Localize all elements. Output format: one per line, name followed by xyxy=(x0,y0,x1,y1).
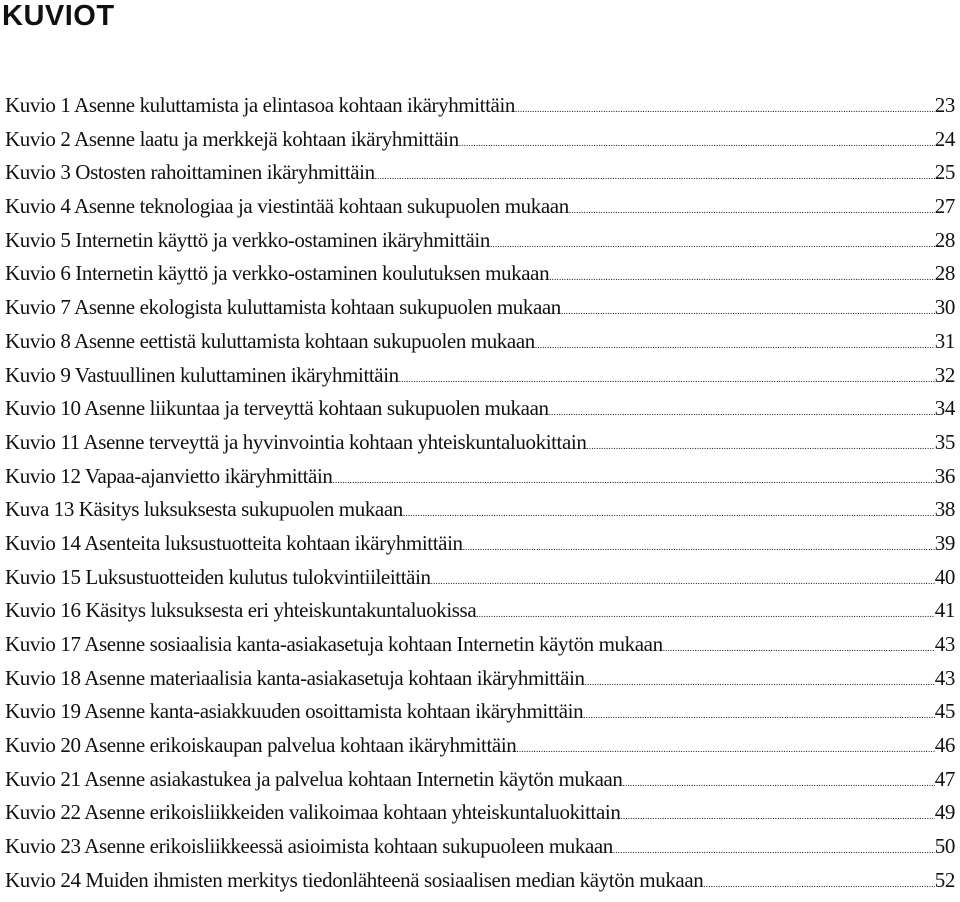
entry-title: Kuvio 8 Asenne eettistä kuluttamista kohtaan sukupuolen mukaan xyxy=(5,328,535,353)
figure-list-entry[interactable] xyxy=(5,325,955,359)
page-heading: KUVIOT xyxy=(2,0,115,32)
entry-page-number: 28 xyxy=(934,227,955,252)
figure-list-entry[interactable] xyxy=(5,695,955,729)
figure-list-entry[interactable] xyxy=(5,830,955,864)
dot-leader xyxy=(535,329,935,363)
dot-leader xyxy=(703,868,934,902)
dot-leader xyxy=(399,363,935,397)
figure-list-entry[interactable] xyxy=(5,796,955,830)
dot-leader xyxy=(585,666,935,700)
dot-leader xyxy=(549,396,935,430)
entry-page-number: 47 xyxy=(934,766,955,791)
entry-title: Kuvio 15 Luksustuotteiden kulutus tulokvintiileittäin xyxy=(5,564,431,589)
entry-page-number: 28 xyxy=(934,261,955,286)
figure-list-entry[interactable] xyxy=(5,561,955,595)
figure-list-entry[interactable] xyxy=(5,594,955,628)
entry-page-number: 39 xyxy=(934,530,955,555)
figure-list-entry[interactable] xyxy=(5,257,955,291)
entry-page-number: 49 xyxy=(934,800,955,825)
entry-title: Kuvio 23 Asenne erikoisliikkeessä asioimista kohtaan sukupuoleen mukaan xyxy=(5,834,613,859)
entry-page-number: 32 xyxy=(934,362,955,387)
figure-list-entry[interactable] xyxy=(5,291,955,325)
entry-title: Kuvio 5 Internetin käyttö ja verkko-ostaminen ikäryhmittäin xyxy=(5,227,490,252)
figure-list-entry[interactable] xyxy=(5,392,955,426)
figure-list-entry[interactable] xyxy=(5,156,955,190)
figure-list-entry[interactable] xyxy=(5,89,955,123)
entry-title: Kuvio 3 Ostosten rahoittaminen ikäryhmittäin xyxy=(5,160,375,185)
entry-title: Kuvio 20 Asenne erikoiskaupan palvelua kohtaan ikäryhmittäin xyxy=(5,733,517,758)
entry-title: Kuvio 21 Asenne asiakastukea ja palvelua kohtaan Internetin käytön mukaan xyxy=(5,766,623,791)
entry-page-number: 45 xyxy=(934,699,955,724)
entry-page-number: 23 xyxy=(934,93,955,117)
dot-leader xyxy=(516,733,934,767)
dot-leader xyxy=(561,295,935,329)
entry-page-number: 36 xyxy=(934,463,955,488)
entry-title: Kuvio 7 Asenne ekologista kuluttamista kohtaan sukupuolen mukaan xyxy=(5,295,561,320)
entry-title: Kuvio 10 Asenne liikuntaa ja terveyttä kohtaan sukupuolen mukaan xyxy=(5,396,549,421)
dot-leader xyxy=(476,598,935,632)
dot-leader xyxy=(431,565,935,599)
entry-page-number: 41 xyxy=(934,598,955,623)
entry-page-number: 27 xyxy=(934,194,955,219)
entry-title: Kuvio 11 Asenne terveyttä ja hyvinvointia kohtaan yhteiskuntaluokittain xyxy=(5,429,587,454)
figure-list-entry[interactable] xyxy=(5,224,955,258)
entry-page-number: 35 xyxy=(934,429,955,454)
figure-list-entry[interactable] xyxy=(5,763,955,797)
dot-leader xyxy=(463,531,935,565)
dot-leader xyxy=(569,194,935,228)
entry-title: Kuvio 16 Käsitys luksuksesta eri yhteiskuntakuntaluokissa xyxy=(5,598,477,623)
entry-title: Kuvio 1 Asenne kuluttamista ja elintasoa kohtaan ikäryhmittäin xyxy=(5,93,516,117)
dot-leader xyxy=(586,430,934,464)
entry-title: Kuvio 14 Asenteita luksustuotteita kohtaan ikäryhmittäin xyxy=(5,530,463,555)
entry-title: Kuvio 12 Vapaa-ajanvietto ikäryhmittäin xyxy=(5,463,333,488)
entry-title: Kuvio 18 Asenne materiaalisia kanta-asiakasetuja kohtaan ikäryhmittäin xyxy=(5,665,585,690)
entry-page-number: 31 xyxy=(934,328,955,353)
dot-leader xyxy=(490,228,935,262)
entry-title: Kuvio 6 Internetin käyttö ja verkko-ostaminen koulutuksen mukaan xyxy=(5,261,550,286)
dot-leader xyxy=(549,261,935,295)
figure-list-entry[interactable] xyxy=(5,527,955,561)
entry-page-number: 52 xyxy=(934,867,955,892)
entry-page-number: 43 xyxy=(934,665,955,690)
entry-page-number: 43 xyxy=(934,632,955,656)
entry-page-number: 38 xyxy=(934,497,955,522)
entry-page-number: 40 xyxy=(934,564,955,589)
dot-leader xyxy=(403,497,935,531)
entry-page-number: 50 xyxy=(934,834,955,859)
entry-title: Kuvio 2 Asenne laatu ja merkkejä kohtaan ikäryhmittäin xyxy=(5,126,459,151)
dot-leader xyxy=(459,127,935,161)
entry-page-number: 46 xyxy=(934,733,955,758)
entry-title: Kuvio 9 Vastuullinen kuluttaminen ikäryhmittäin xyxy=(5,362,399,387)
figure-list-entry[interactable] xyxy=(5,460,955,494)
dot-leader xyxy=(333,464,935,498)
dot-leader xyxy=(613,834,935,868)
dot-leader xyxy=(623,767,935,801)
dot-leader xyxy=(515,93,935,127)
figure-list xyxy=(5,89,955,898)
entry-title: Kuva 13 Käsitys luksuksesta sukupuolen mukaan xyxy=(5,497,403,522)
figure-list-entry[interactable] xyxy=(5,864,955,898)
dot-leader xyxy=(620,800,934,834)
figure-list-entry[interactable] xyxy=(5,493,955,527)
entry-title: Kuvio 19 Asenne kanta-asiakkuuden osoittamista kohtaan ikäryhmittäin xyxy=(5,699,584,724)
entry-title: Kuvio 4 Asenne teknologiaa ja viestintää kohtaan sukupuolen mukaan xyxy=(5,194,569,219)
entry-page-number: 34 xyxy=(934,396,955,421)
figure-list-entry[interactable] xyxy=(5,662,955,696)
entry-title: Kuvio 17 Asenne sosiaalisia kanta-asiakasetuja kohtaan Internetin käytön mukaan xyxy=(5,632,663,656)
dot-leader xyxy=(583,699,935,733)
entry-title: Kuvio 24 Muiden ihmisten merkitys tiedonlähteenä sosiaalisen median käytön mukaan xyxy=(5,867,704,892)
figure-list-entry[interactable] xyxy=(5,426,955,460)
entry-page-number: 30 xyxy=(934,295,955,320)
entry-title: Kuvio 22 Asenne erikoisliikkeiden valikoimaa kohtaan yhteiskuntaluokittain xyxy=(5,800,621,825)
entry-page-number: 24 xyxy=(934,126,955,151)
figure-list-entry[interactable] xyxy=(5,729,955,763)
dot-leader xyxy=(663,632,935,666)
entry-page-number: 25 xyxy=(934,160,955,185)
figure-list-entry[interactable] xyxy=(5,190,955,224)
dot-leader xyxy=(375,160,935,194)
figure-list-entry[interactable] xyxy=(5,123,955,157)
figure-list-entry[interactable] xyxy=(5,359,955,393)
figure-list-entry[interactable] xyxy=(5,628,955,662)
